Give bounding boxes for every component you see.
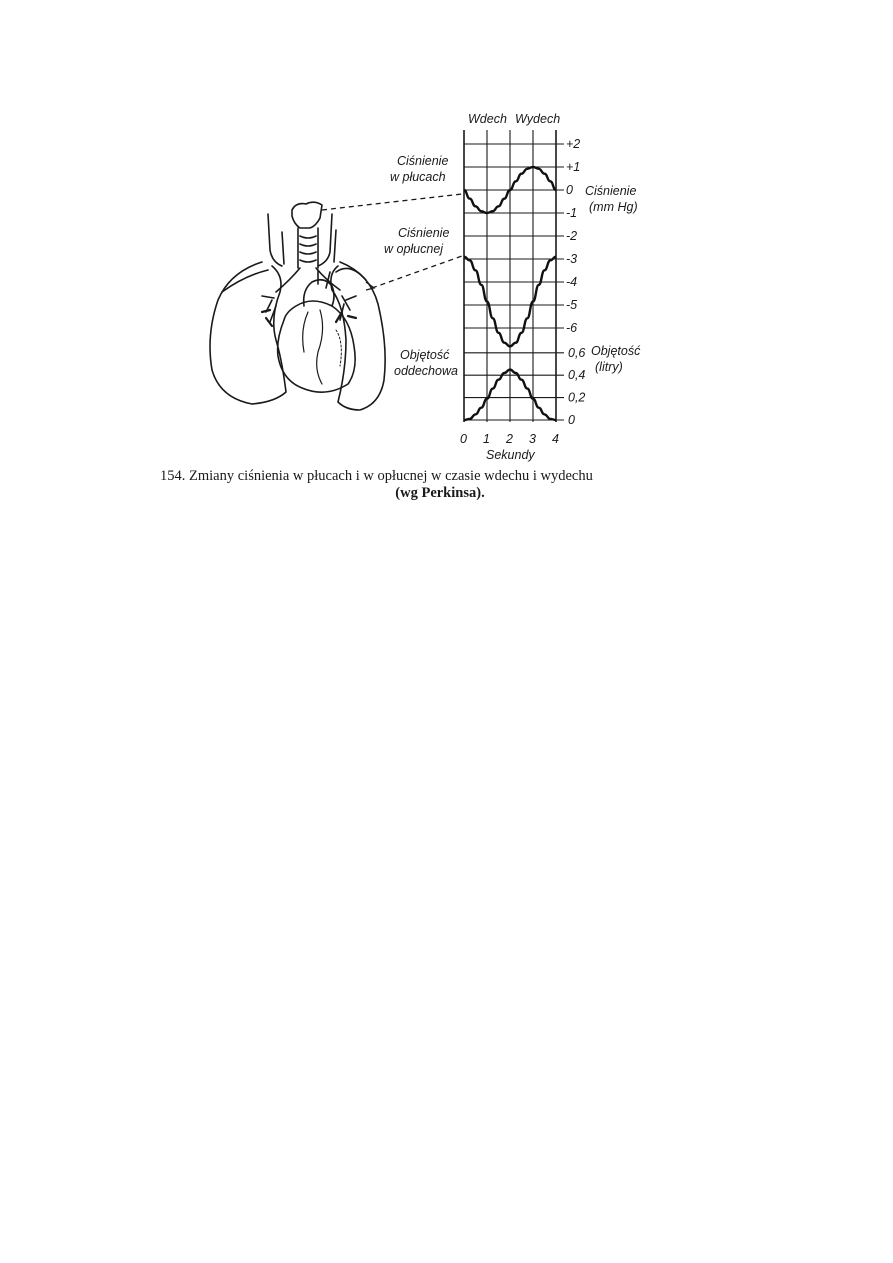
pointer-lung-pressure xyxy=(322,194,462,210)
pressure-tick-label: 0 xyxy=(566,183,573,197)
pointer-lines xyxy=(322,194,462,288)
pressure-tick-label: -3 xyxy=(566,252,578,266)
larynx-icon xyxy=(292,202,322,228)
axis-volume-title-line2: (litry) xyxy=(595,360,623,374)
volume-tick-label: 0,4 xyxy=(568,368,586,383)
x-tick-label: 0 xyxy=(460,432,467,446)
pressure-tick-label: -1 xyxy=(566,206,578,220)
volume-tick-label: 0,6 xyxy=(568,345,586,360)
tick-labels xyxy=(460,137,585,446)
trachea-icon xyxy=(298,228,318,268)
pressure-tick-label: +2 xyxy=(566,137,581,151)
x-tick-label: 2 xyxy=(506,432,513,446)
volume-tick-label: 0 xyxy=(568,413,575,427)
axis-pressure-title-line1: Ciśnienie xyxy=(585,184,637,198)
volume-tick-label: 0,2 xyxy=(568,390,586,405)
axis-volume-title-line1: Objętość xyxy=(591,344,641,358)
label-lung-pressure-line1: Ciśnienie xyxy=(397,154,449,168)
pressure-tick-label: -6 xyxy=(566,321,578,335)
pointer-pleural-pressure xyxy=(372,256,462,288)
label-lung-pressure-line2: w płucach xyxy=(390,170,446,184)
figure-caption xyxy=(160,468,720,502)
axis-pressure-title-line2: (mm Hg) xyxy=(589,200,638,214)
label-tidal-volume-line2: oddechowa xyxy=(394,364,458,378)
x-tick-label: 3 xyxy=(529,432,536,446)
x-tick-label: 1 xyxy=(483,432,490,446)
caption-line1: 154. Zmiany ciśnienia w płucach i w opłucnej w czasie wdechu i wydechu xyxy=(160,468,593,484)
header-exhale: Wydech xyxy=(515,112,561,126)
pressure-tick-label: +1 xyxy=(566,160,581,174)
pressure-tick-label: -4 xyxy=(566,275,578,289)
label-tidal-volume-line1: Objętość xyxy=(400,348,450,362)
x-tick-label: 4 xyxy=(552,432,559,446)
pressure-tick-label: -5 xyxy=(566,298,578,312)
pressure-tick-label: -2 xyxy=(566,229,578,243)
header-inhale: Wdech xyxy=(468,112,507,126)
chart xyxy=(460,130,585,446)
right-lung-icon xyxy=(331,262,385,410)
caption-line2: (wg Perkinsa). xyxy=(395,485,485,501)
heart-lungs-illustration xyxy=(210,202,385,410)
label-pleural-pressure-line1: Ciśnienie xyxy=(398,226,450,240)
x-axis-label: Sekundy xyxy=(486,448,535,462)
label-pleural-pressure-line2: w opłucnej xyxy=(384,242,444,256)
left-lung-icon xyxy=(210,262,286,404)
